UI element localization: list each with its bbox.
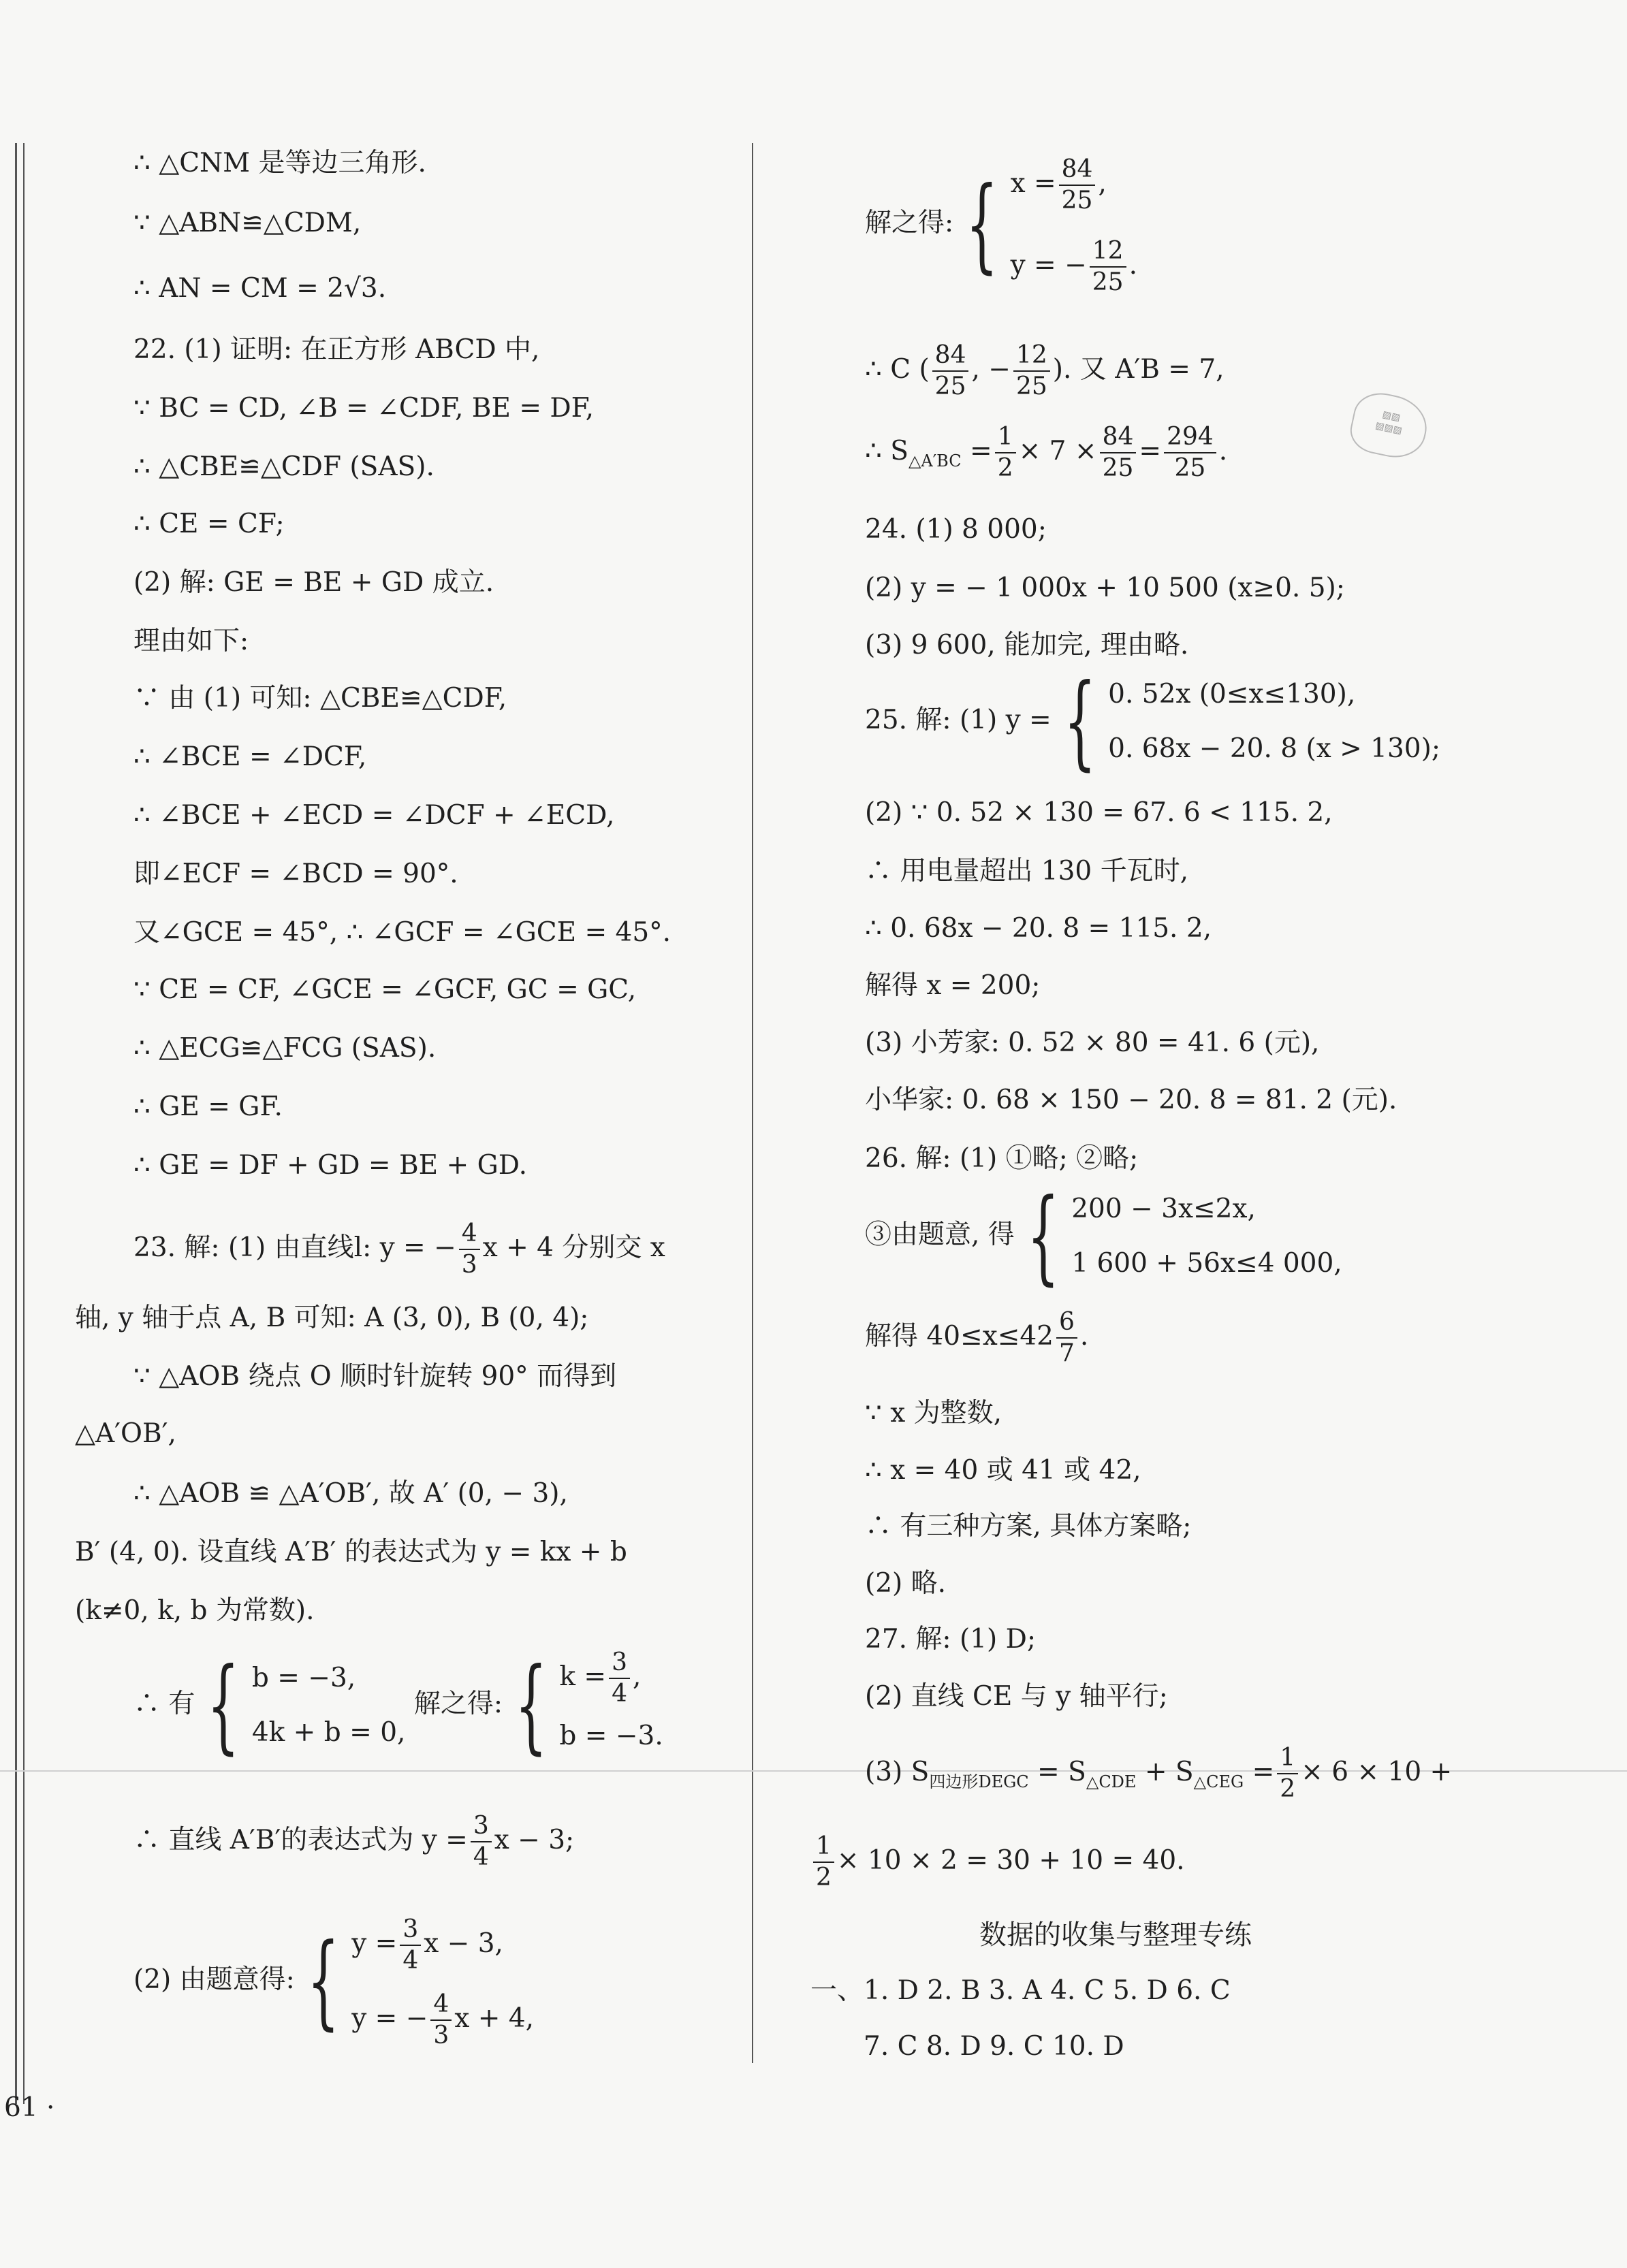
- fraction: [995, 422, 1016, 483]
- numerator: 1: [813, 1832, 834, 1863]
- denominator: 2: [816, 1864, 832, 1891]
- line: ∴ △ECG≌△FCG (SAS).: [133, 1033, 437, 1064]
- text: =: [1139, 436, 1162, 466]
- text: y =: [351, 1928, 398, 1959]
- text: = S: [1028, 1757, 1086, 1787]
- brace: {: [514, 1646, 548, 1765]
- left-margin-line-2: [23, 143, 25, 2104]
- equation: b = −3,: [251, 1663, 356, 1693]
- fraction: [471, 1811, 492, 1872]
- denominator: 25: [1015, 372, 1047, 400]
- numerator: 84: [1059, 155, 1096, 186]
- line: (2) ∵ 0. 52 × 130 = 67. 6 < 115. 2,: [865, 797, 1333, 828]
- page-number: 61 ·: [4, 2092, 55, 2123]
- brace: {: [207, 1646, 240, 1765]
- fraction: [932, 340, 969, 402]
- line: ∴ GE = DF + GD = BE + GD.: [133, 1150, 528, 1181]
- text: ∴ 有: [133, 1689, 195, 1719]
- equation-system: [252, 1651, 406, 1760]
- denominator: 2: [997, 454, 1013, 482]
- line: ∴ ∠BCE = ∠DCF,: [133, 741, 367, 772]
- line: (3) 小芳家: 0. 52 × 80 = 41. 6 (元),: [865, 1027, 1320, 1058]
- numerator: 294: [1164, 422, 1216, 453]
- brace: {: [966, 165, 998, 284]
- text: ∴ C (: [865, 354, 930, 385]
- equation: [559, 1648, 663, 1709]
- line: (2) y = − 1 000x + 10 500 (x≥0. 5);: [865, 573, 1345, 603]
- answer-line: 7. C 8. D 9. C 10. D: [864, 2031, 1124, 2062]
- text: x + 4,: [454, 2003, 534, 2034]
- line: 22. (1) 证明: 在正方形 ABCD 中,: [133, 334, 540, 365]
- text: ∴ 直线 A′B′的表达式为 y =: [133, 1825, 468, 1855]
- fraction: [1090, 236, 1126, 298]
- subscript: △A′BC: [908, 451, 962, 470]
- text: x − 3;: [494, 1825, 575, 1855]
- fraction: [1059, 155, 1096, 216]
- line: 理由如下:: [133, 626, 249, 656]
- denominator: 4: [473, 1843, 489, 1871]
- line: ∴ △CNM 是等边三角形.: [133, 148, 426, 178]
- stamp-mark: ▧▧ ▧▧▧: [1346, 388, 1432, 464]
- numerator: 12: [1090, 236, 1126, 268]
- line: [865, 422, 1227, 483]
- text: y = −: [1010, 250, 1087, 281]
- text: y = −: [351, 2003, 428, 2034]
- fraction: [459, 1219, 480, 1280]
- line: ∵ 由 (1) 可知: △CBE≌△CDF,: [133, 683, 507, 714]
- subscript: 四边形DEGC: [929, 1772, 1029, 1791]
- text: 23. 解: (1) 由直线l: y = −: [133, 1232, 456, 1263]
- text: x =: [1010, 168, 1056, 199]
- line: ∴ 0. 68x − 20. 8 = 115. 2,: [865, 913, 1212, 944]
- denominator: 3: [433, 2022, 449, 2049]
- line: △A′OB′,: [75, 1418, 176, 1449]
- denominator: 3: [461, 1251, 477, 1279]
- equation: b = −3.: [559, 1721, 663, 1751]
- brace: {: [306, 1922, 340, 2041]
- line: (2) 略.: [865, 1568, 947, 1599]
- text: ,: [633, 1661, 642, 1692]
- text: (3) S: [865, 1757, 930, 1787]
- equation-system: [351, 1906, 534, 2056]
- equation-system: [559, 1648, 663, 1763]
- text: =: [961, 436, 992, 466]
- equation: 0. 68x − 20. 8 (x > 130);: [1108, 733, 1440, 764]
- fraction: [609, 1648, 630, 1709]
- line: ∴ CE = CF;: [133, 509, 285, 539]
- denominator: 25: [934, 372, 966, 400]
- line-q23: [133, 1219, 665, 1280]
- fraction: [1100, 422, 1137, 483]
- numerator: 6: [1056, 1307, 1077, 1339]
- text: .: [1218, 436, 1228, 466]
- line: 又∠GCE = 45°, ∴ ∠GCF = ∠GCE = 45°.: [133, 917, 672, 948]
- line: ∴ 用电量超出 130 千瓦时,: [865, 856, 1189, 887]
- brace: {: [1026, 1177, 1060, 1296]
- line: ∴ x = 40 或 41 或 42,: [865, 1455, 1141, 1486]
- text: (2) 由题意得:: [133, 1964, 295, 1995]
- equation-system: [1108, 667, 1440, 776]
- fraction: [430, 1990, 452, 2051]
- denominator: 4: [612, 1680, 628, 1708]
- equation-system: [1071, 1182, 1342, 1291]
- text: ∴ S: [865, 436, 909, 466]
- text: x − 3,: [424, 1928, 503, 1959]
- text: , −: [971, 354, 1011, 385]
- line: ∵ △ABN≌△CDM,: [133, 208, 362, 238]
- numerator: 1: [995, 422, 1016, 453]
- line: ∵ BC = CD, ∠B = ∠CDF, BE = DF,: [133, 393, 595, 424]
- column-divider: [752, 143, 753, 2063]
- line-system-4: [865, 1177, 1342, 1296]
- line: ∵ CE = CF, ∠GCE = ∠GCF, GC = GC,: [133, 974, 637, 1005]
- fraction: [400, 1915, 421, 1976]
- line: ∴ GE = GF.: [133, 1091, 283, 1122]
- text: 25. 解: (1) y =: [865, 705, 1052, 735]
- line: (2) 解: GE = BE + GD 成立.: [133, 567, 494, 598]
- subscript: △CDE: [1086, 1772, 1137, 1791]
- numerator: 3: [400, 1915, 421, 1946]
- line: 即∠ECF = ∠BCD = 90°.: [133, 859, 458, 889]
- line: [865, 1743, 1452, 1804]
- line: ∴ 有三种方案, 具体方案略;: [865, 1511, 1192, 1542]
- equation: 200 − 3x≤2x,: [1071, 1194, 1256, 1224]
- line: (k≠0, k, b 为常数).: [75, 1595, 315, 1626]
- line: ∴ ∠BCE + ∠ECD = ∠DCF + ∠ECD,: [133, 800, 615, 831]
- numerator: 84: [1100, 422, 1137, 453]
- numerator: 3: [471, 1811, 492, 1842]
- subscript: △CEG: [1193, 1772, 1244, 1791]
- line: ∴ △CBE≌△CDF (SAS).: [133, 451, 435, 482]
- equation: [1011, 143, 1137, 225]
- numerator: 1: [1277, 1743, 1298, 1774]
- line: [133, 1811, 574, 1872]
- line: [865, 1307, 1088, 1369]
- numerator: 12: [1013, 340, 1050, 372]
- text: + S: [1136, 1757, 1194, 1787]
- denominator: 25: [1061, 187, 1093, 214]
- fraction: [813, 1832, 834, 1893]
- fraction: [1277, 1743, 1298, 1804]
- line: ∴ AN = CM = 2√3.: [133, 273, 387, 304]
- text: 解之得:: [413, 1689, 503, 1719]
- line: B′ (4, 0). 设直线 A′B′ 的表达式为 y = kx + b: [75, 1537, 627, 1567]
- line: 27. 解: (1) D;: [865, 1624, 1037, 1655]
- equation: 4k + b = 0,: [251, 1717, 406, 1748]
- equation: 0. 52x (0≤x≤130),: [1108, 679, 1356, 709]
- text: 解之得:: [865, 208, 954, 238]
- text: ,: [1098, 168, 1107, 199]
- brace: {: [1063, 662, 1096, 781]
- line: [865, 340, 1225, 402]
- text: × 10 × 2 = 30 + 10 = 40.: [836, 1845, 1185, 1876]
- denominator: 2: [1280, 1775, 1296, 1803]
- line: ∴ △AOB ≌ △A′OB′, 故 A′ (0, − 3),: [133, 1478, 568, 1509]
- equation-system: [1011, 143, 1137, 306]
- text: k =: [559, 1661, 607, 1692]
- equation: [351, 1906, 534, 1981]
- numerator: 3: [609, 1648, 630, 1679]
- text: ③由题意, 得: [865, 1219, 1015, 1250]
- text: x + 4 分别交 x: [482, 1232, 665, 1263]
- line-system-3: [865, 143, 1137, 306]
- line: 小华家: 0. 68 × 150 − 20. 8 = 81. 2 (元).: [865, 1085, 1397, 1115]
- line: ∵ △AOB 绕点 O 顺时针旋转 90° 而得到: [133, 1361, 617, 1392]
- answer-line: 一、1. D 2. B 3. A 4. C 5. D 6. C: [810, 1975, 1231, 2006]
- line: ∵ x 为整数,: [865, 1398, 1002, 1428]
- fraction: [1013, 340, 1050, 402]
- left-margin-line: [15, 143, 17, 2104]
- line: (2) 直线 CE 与 y 轴平行;: [865, 1681, 1168, 1712]
- denominator: 25: [1092, 268, 1124, 296]
- text: ). 又 A′B = 7,: [1052, 354, 1225, 385]
- equation: 1 600 + 56x≤4 000,: [1071, 1248, 1342, 1279]
- denominator: 4: [402, 1947, 419, 1975]
- text: × 7 ×: [1018, 436, 1097, 466]
- fraction: [1056, 1307, 1077, 1369]
- line: [810, 1832, 1185, 1893]
- numerator: 84: [932, 340, 969, 372]
- text: .: [1079, 1321, 1089, 1352]
- equation: [1011, 225, 1137, 306]
- equation: [351, 1981, 534, 2056]
- denominator: 7: [1059, 1339, 1075, 1367]
- line: 24. (1) 8 000;: [865, 514, 1047, 545]
- text: .: [1128, 250, 1137, 281]
- line: (3) 9 600, 能加完, 理由略.: [865, 630, 1189, 660]
- denominator: 25: [1174, 454, 1206, 482]
- denominator: 25: [1102, 454, 1134, 482]
- section-title: 数据的收集与整理专练: [979, 1919, 1252, 1951]
- line: 解得 x = 200;: [865, 970, 1041, 1001]
- text: =: [1244, 1757, 1275, 1787]
- line-piecewise: [865, 662, 1440, 781]
- text: × 6 × 10 +: [1301, 1757, 1453, 1787]
- fraction: [1164, 422, 1216, 483]
- line-system-1: [133, 1648, 663, 1763]
- line: 26. 解: (1) ①略; ②略;: [865, 1143, 1139, 1174]
- text: 解得 40≤x≤42: [865, 1321, 1054, 1352]
- numerator: 4: [430, 1990, 452, 2021]
- line-system-2: [133, 1906, 534, 2056]
- line: 轴, y 轴于点 A, B 可知: A (3, 0), B (0, 4);: [75, 1303, 589, 1333]
- numerator: 4: [459, 1219, 480, 1250]
